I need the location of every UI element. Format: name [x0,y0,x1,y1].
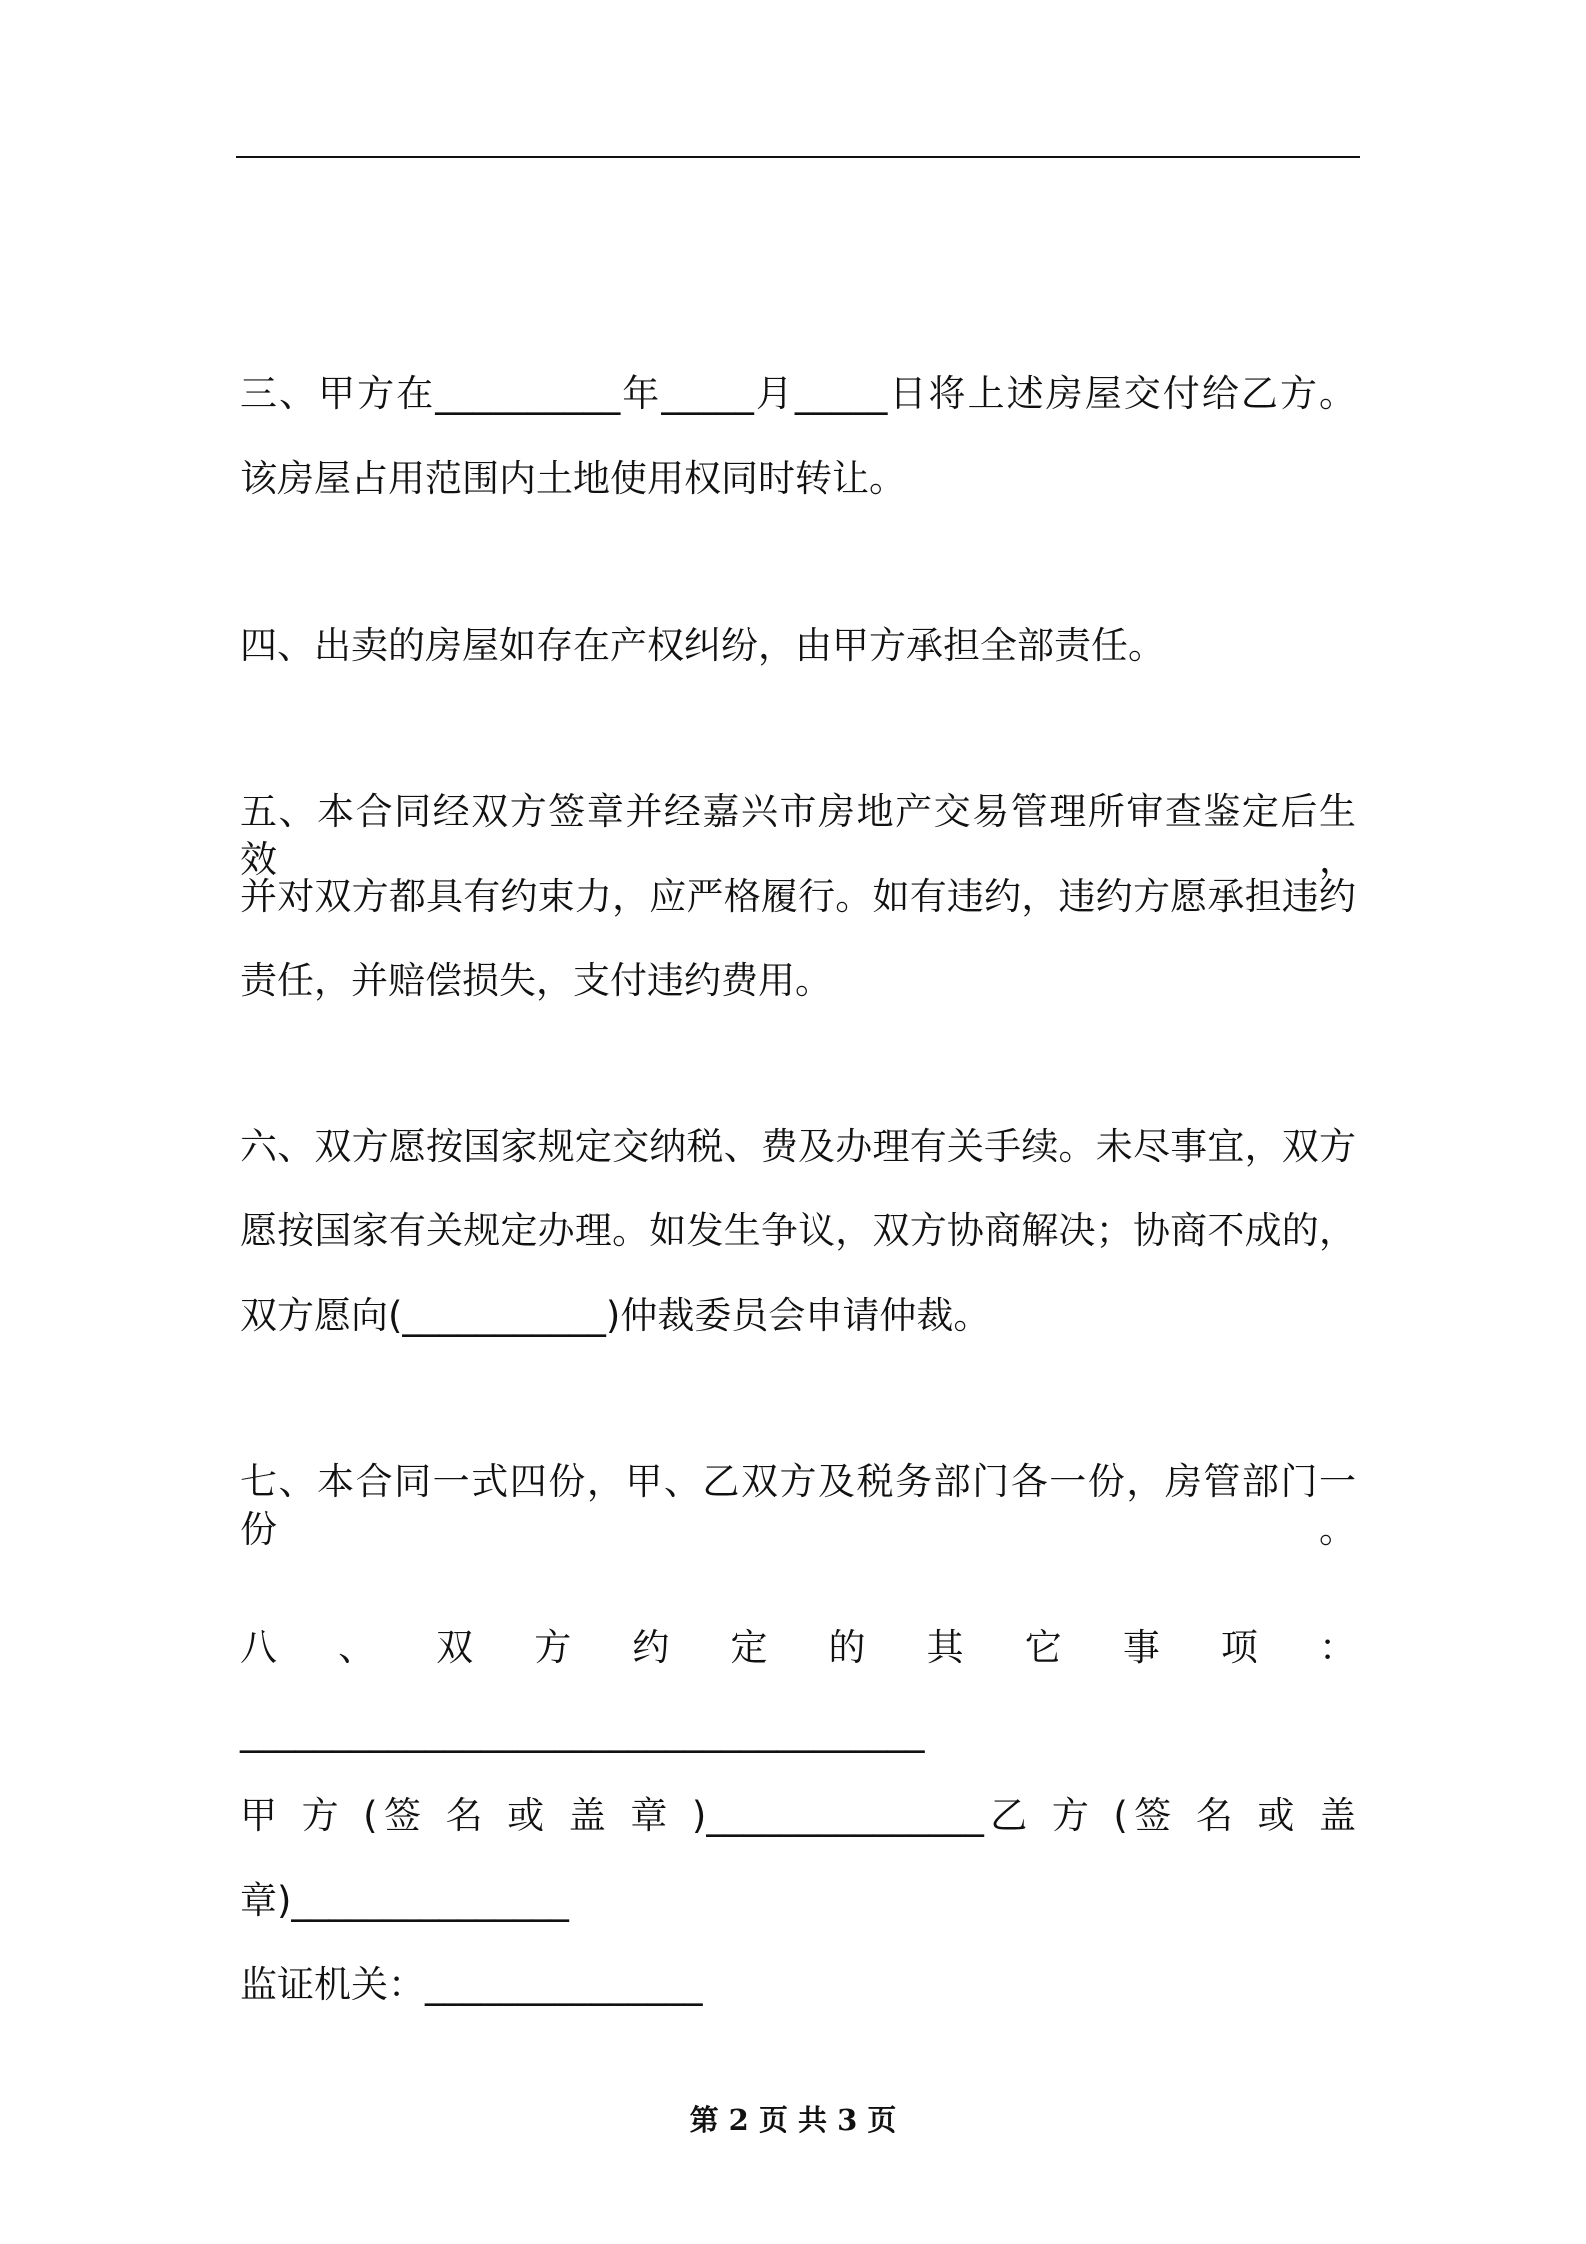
clause-5-line-1: 五、本合同经双方签章并经嘉兴市房地产交易管理所审查鉴定后生效， [240,790,1356,881]
clause-5-line-3: 责任，并赔偿损失，支付违约费用。 [240,959,832,1002]
supervising-authority: 监证机关：_______________ [240,1963,703,2006]
clause-6-line-1: 六、双方愿按国家规定交纳税、费及办理有关手续。未尽事宜，双方 [240,1125,1356,1168]
clause-6-line-3: 双方愿向(___________)仲裁委员会申请仲裁。 [240,1294,991,1337]
page-number-footer: 第 2 页 共 3 页 [689,2103,897,2137]
signature-line-2: 章)_______________ [240,1879,569,1922]
signature-line-1: 甲 方 (签 名 或 盖 章 )_______________乙 方 (签 名 或 盖 [240,1794,1356,1837]
clause-6-line-2: 愿按国家有关规定办理。如发生争议，双方协商解决；协商不成的， [240,1209,1356,1252]
header-rule [236,156,1360,158]
clause-7: 七、本合同一式四份，甲、乙双方及税务部门各一份，房管部门一份。 [240,1460,1356,1551]
clause-5-line-2: 并对双方都具有约束力，应严格履行。如有违约，违约方愿承担违约 [240,875,1356,918]
clause-8-title: 八 、 双 方 约 定 的 其 它 事 项 ： [240,1626,1356,1669]
clause-8-blank: _____________________________________ [240,1710,925,1753]
clause-3-line-1: 三、甲方在__________年_____月_____日将上述房屋交付给乙方。 [240,372,1356,415]
clause-4: 四、出卖的房屋如存在产权纠纷，由甲方承担全部责任。 [240,624,1165,667]
clause-3-line-2: 该房屋占用范围内土地使用权同时转让。 [240,457,906,500]
